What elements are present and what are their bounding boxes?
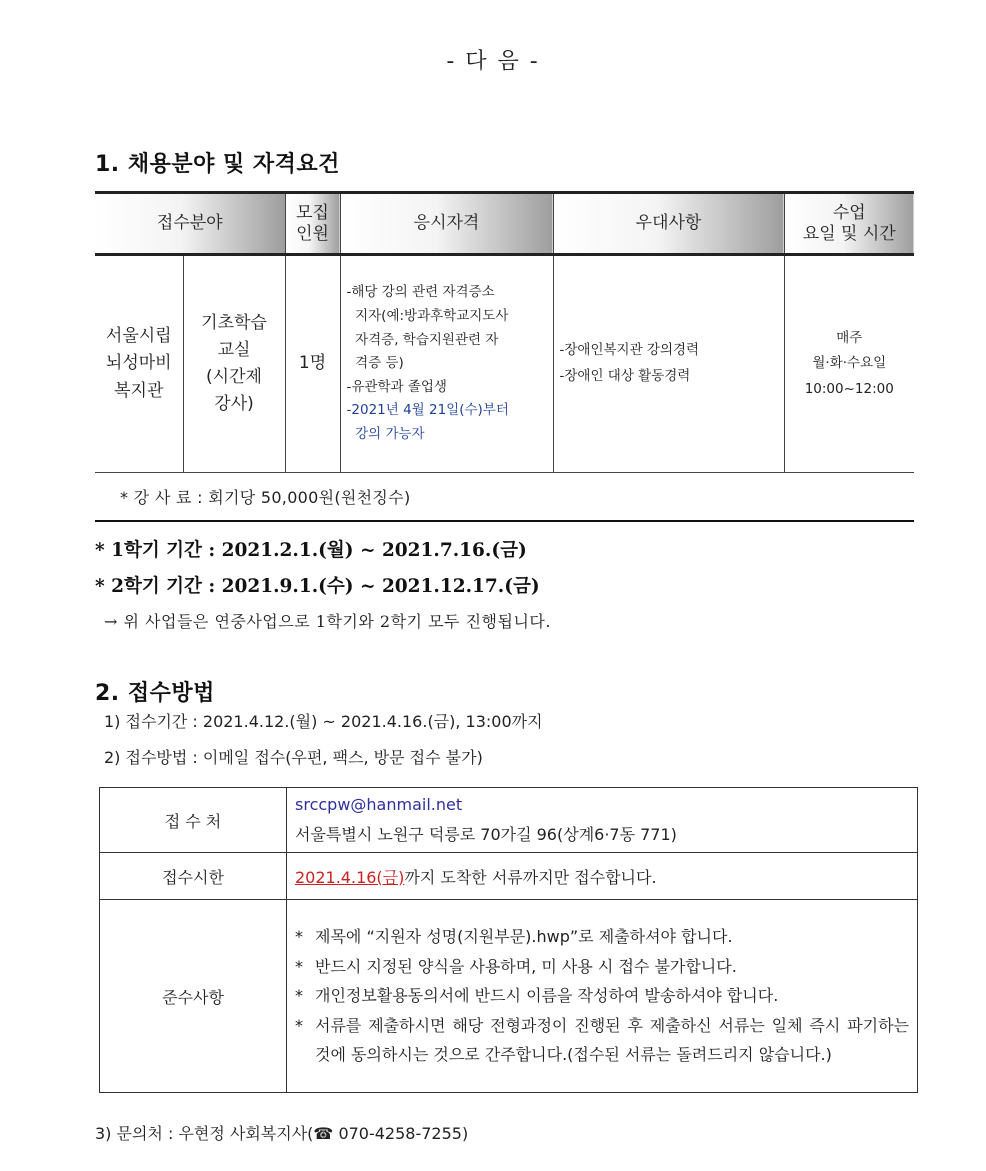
header-class-bottom: 요일 및 시간 (802, 223, 896, 244)
qual-line: -유관학과 졸업생 (346, 378, 447, 395)
deadline-value (287, 853, 918, 900)
section2-heading: 2. 접수방법 (95, 681, 215, 706)
org-cell (95, 255, 183, 473)
deadline-text: 까지 도착한 서류까지만 접수합니다. (404, 867, 657, 887)
qual-line: 자격증, 학습지원관련 자 (346, 331, 499, 348)
section1-heading: 1. 채용분야 및 자격요건 (95, 152, 340, 177)
recv-row (100, 788, 918, 853)
program-line: 교실 (217, 339, 251, 360)
rule-text: 개인정보활용동의서에 반드시 이름을 작성하여 발송하셔야 합니다. (315, 986, 779, 1006)
qual-line: -해당 강의 관련 자격증소 (346, 284, 495, 301)
rule-item: * 제목에 “지원자 성명(지원부문).hwp”로 제출하셔야 합니다. (295, 927, 733, 947)
qual-line: 격증 등) (346, 355, 404, 372)
contact-prefix: 3) 문의처 : 우현정 사회복지사( (95, 1124, 314, 1143)
deadline-label: 접수시한 (100, 853, 287, 900)
header-qualification: 응시자격 (340, 193, 553, 255)
deadline-date: 2021.4.16(금) (295, 867, 405, 887)
recv-address: 서울특별시 노원구 덕릉로 70가길 96(상계6·7동 771) (295, 825, 677, 844)
pref-line: -장애인 대상 활동경력 (559, 368, 691, 384)
program-cell (183, 255, 285, 473)
deadline-row (100, 853, 918, 900)
divider (95, 520, 914, 522)
qual-line: 지자(예:방과후학교지도사 (346, 307, 509, 324)
semester1-period: * 1학기 기간 : 2021.2.1.(월) ~ 2021.7.16.(금) (95, 540, 527, 561)
recruitment-table-row (95, 255, 914, 473)
sched-line: 매주 (836, 329, 863, 346)
header-class-time (784, 193, 914, 255)
program-line: 기초학습 (201, 312, 267, 333)
program-line: 강사) (214, 394, 254, 415)
fee-note: * 강 사 료 : 회기당 50,000원(원천징수) (120, 488, 411, 507)
application-period: 1) 접수기간 : 2021.4.12.(월) ~ 2021.4.16.(금), 13:00까지 (104, 712, 543, 731)
header-preference: 우대사항 (553, 193, 784, 255)
rules-label: 준수사항 (100, 900, 287, 1093)
rule-text: 제목에 “지원자 성명(지원부문).hwp”로 제출하셔야 합니다. (315, 927, 733, 947)
recv-email-link[interactable]: srccpw@hanmail.net (295, 794, 463, 814)
rules-value (287, 900, 918, 1093)
rules-row (100, 900, 918, 1093)
rule-text: 반드시 지정된 양식을 사용하며, 미 사용 시 접수 불가합니다. (315, 956, 737, 976)
recv-label: 접 수 처 (100, 788, 287, 853)
qual-line-highlight: 강의 가능자 (346, 426, 425, 443)
schedule-cell (784, 255, 914, 473)
org-line: 서울시립 (105, 326, 172, 347)
header-recruit-top: 모집 (296, 203, 329, 224)
qualification-cell (340, 255, 553, 473)
sched-line: 월·화·수요일 (812, 355, 887, 372)
recruitment-table (95, 191, 914, 473)
contact-line (95, 1121, 468, 1144)
header-recruit (285, 193, 340, 255)
header-field: 접수분야 (95, 193, 285, 255)
pref-line: -장애인복지관 강의경력 (559, 342, 700, 359)
recv-value (287, 788, 918, 853)
org-line: 복지관 (114, 380, 164, 401)
header-class-top: 수업 (832, 203, 866, 224)
sched-line: 10:00~12:00 (804, 380, 894, 397)
qual-line-highlight: -2021년 4월 21일(수)부터 (346, 402, 509, 419)
org-line: 뇌성마비 (105, 353, 172, 374)
phone-icon: ☎ (313, 1124, 339, 1143)
program-line: (시간제 (206, 367, 262, 387)
semester2-period: * 2학기 기간 : 2021.9.1.(수) ~ 2021.12.17.(금) (95, 576, 540, 597)
rule-item: * 서류를 제출하시면 해당 전형과정이 진행된 후 제출하신 서류는 일체 즉시 파기하는 것에 동의하시는 것으로 간주합니다.(접수된 서류는 돌려드리지 않습니다.) (295, 1015, 909, 1065)
header-recruit-bottom: 인원 (296, 223, 329, 244)
preference-cell (553, 255, 784, 473)
rule-item: * 반드시 지정된 양식을 사용하며, 미 사용 시 접수 불가합니다. (295, 956, 737, 976)
year-round-note: → 위 사업들은 연중사업으로 1학기와 2학기 모두 진행됩니다. (104, 612, 551, 631)
application-table (99, 787, 918, 1093)
count-cell: 1명 (285, 255, 340, 473)
recruitment-table-header (95, 193, 914, 255)
contact-phone: 070-4258-7255) (338, 1124, 469, 1143)
rule-item: * 개인정보활용동의서에 반드시 이름을 작성하여 발송하셔야 합니다. (295, 986, 779, 1006)
rule-text: 서류를 제출하시면 해당 전형과정이 진행된 후 제출하신 서류는 일체 즉시 파기하는 것에 동의하시는 것으로 간주합니다.(접수된 서류는 돌려드리지 않습니다.) (315, 1015, 909, 1065)
application-method: 2) 접수방법 : 이메일 접수(우편, 팩스, 방문 접수 불가) (104, 748, 483, 767)
page-title: - 다 음 - (446, 49, 540, 74)
